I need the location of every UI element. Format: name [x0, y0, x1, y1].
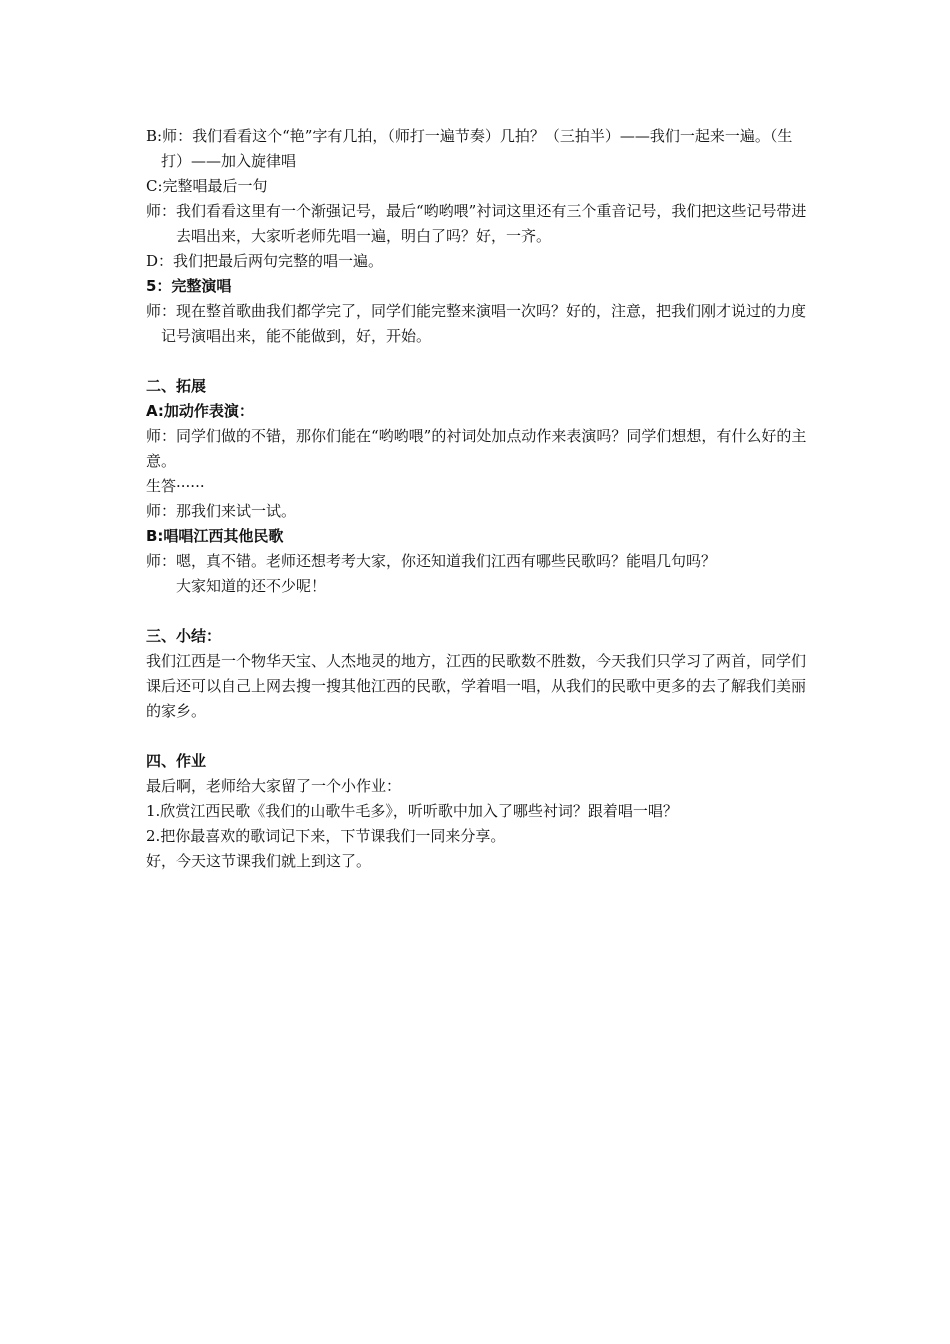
spacer — [146, 599, 810, 624]
step-b-teacher-text: B:师：我们看看这个“艳”字有几拍，（师打一遍节奏）几拍？（三拍半）——我们一起来一遍。（生打）——加入旋律唱 — [146, 127, 793, 170]
expand-a-teacher-text-2: 师：那我们来试一试。 — [146, 502, 297, 520]
expand-b-teacher-text: 师：嗯，真不错。老师还想考考大家，你还知道我们江西有哪些民歌吗？能唱几句吗？ — [146, 552, 717, 570]
homework-intro: 最后啊，老师给大家留了一个小作业： — [146, 777, 402, 795]
homework-item-2: 2.把你最喜欢的歌词记下来，下节课我们一同来分享。 — [146, 827, 506, 845]
step-c-title: C:完整唱最后一句 — [146, 177, 268, 195]
step-c-teacher-text: 师：我们看看这里有一个渐强记号，最后“哟哟喂”衬词这里还有三个重音记号，我们把这些记号带进去唱出来，大家听老师先唱一遍，明白了吗？好，一齐。 — [146, 202, 807, 245]
expand-b-title: B:唱唱江西其他民歌 — [146, 527, 284, 545]
summary-body: 我们江西是一个物华天宝、人杰地灵的地方，江西的民歌数不胜数，今天我们只学习了两首，同学们课后还可以自己上网去搜一搜其他江西的民歌，学着唱一唱，从我们的民歌中更多的去了解我们美丽的家乡。 — [146, 652, 807, 720]
homework-closing: 好，今天这节课我们就上到这了。 — [146, 852, 372, 870]
section-summary-title: 三、小结： — [146, 627, 222, 645]
document-body — [146, 124, 810, 874]
step-d-text: D：我们把最后两句完整的唱一遍。 — [146, 252, 384, 270]
homework-item-1: 1.欣赏江西民歌《我们的山歌牛毛多》，听听歌中加入了哪些衬词？跟着唱一唱？ — [146, 802, 678, 820]
spacer — [146, 349, 810, 374]
expand-a-student-text: 生答······ — [146, 477, 205, 495]
step5-teacher-text: 师：现在整首歌曲我们都学完了，同学们能完整来演唱一次吗？好的，注意，把我们刚才说过的力度记号演唱出来，能不能做到，好，开始。 — [146, 302, 807, 345]
section-homework-title: 四、作业 — [146, 752, 207, 770]
step5-title: 5：完整演唱 — [146, 277, 232, 295]
expand-a-title: A:加动作表演： — [146, 402, 254, 420]
expand-a-teacher-text: 师：同学们做的不错，那你们能在“哟哟喂”的衬词处加点动作来表演吗？同学们想想，有什么好的主意。 — [146, 427, 807, 470]
spacer — [146, 724, 810, 749]
expand-b-teacher-text-2: 大家知道的还不少呢！ — [176, 577, 327, 595]
section-expand-title: 二、拓展 — [146, 377, 207, 395]
